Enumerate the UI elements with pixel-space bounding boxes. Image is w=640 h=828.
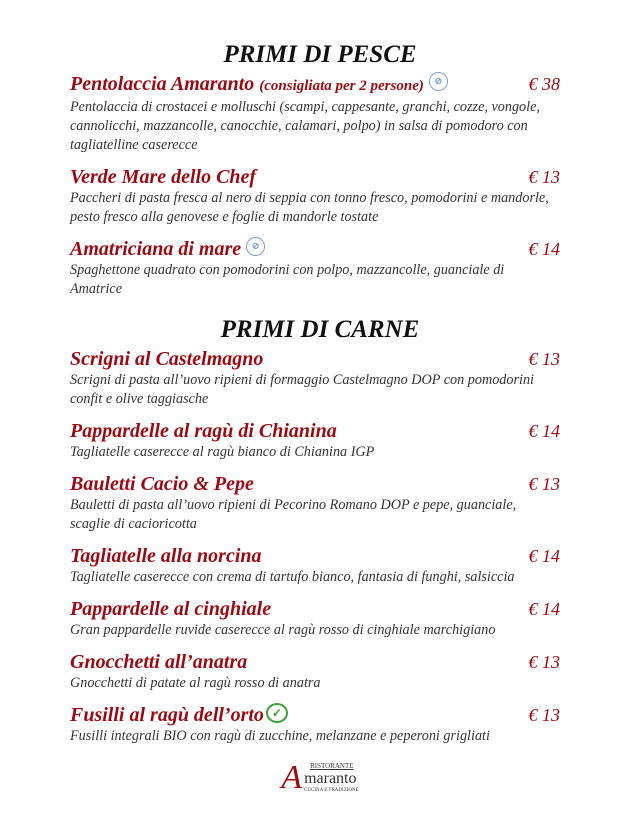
item-name: Verde Mare dello Chef [70,166,257,188]
item-price: € 14 [528,239,560,259]
item-name: Pappardelle al cinghiale [70,598,272,620]
section-title: PRIMI DI PESCE [223,41,417,68]
menu-item [70,597,560,640]
item-price: € 13 [528,474,560,494]
item-description: Fusilli integrali BIO con ragù di zucchine, melanzane e peperoni grigliati [70,728,490,744]
item-description: Bauletti di pasta all’uovo ripieni di Pecorino Romano DOP e pepe, guanciale, scaglie di cacioricotta [70,497,517,532]
item-name: Amatriciana di mare [70,238,242,260]
item-description: Tagliatelle caserecce al ragù bianco di Chianina IGP [70,444,375,460]
logo-main: maranto [304,770,357,787]
menu-item [70,347,560,409]
menu-item [70,703,560,746]
item-price: € 13 [528,652,560,672]
item-description: Gran pappardelle ruvide caserecce al ragù rosso di cinghiale marchigiano [70,622,496,638]
item-description: Tagliatelle caserecce con crema di tartufo bianco, fantasia di funghi, salsiccia [70,569,515,585]
item-price: € 38 [528,74,560,94]
restaurant-logo [0,760,640,796]
item-price: € 14 [528,599,560,619]
item-name: Bauletti Cacio & Pepe [70,473,254,495]
item-price: € 14 [528,421,560,441]
gluten-free-icon: ⊘ [429,72,448,91]
item-description: Paccheri di pasta fresca al nero di seppia con tonno fresco, pomodorini e mandorle, pesto fresco alla genovese e foglie di mandorle tostate [70,190,549,225]
item-description: Spaghettone quadrato con pomodorini con polpo, mazzancolle, guanciale di Amatrice [70,262,505,297]
item-price: € 13 [528,705,560,725]
gluten-free-icon: ⊘ [246,237,265,256]
item-name: Gnocchetti all’anatra [70,651,248,673]
item-description: Pentolaccia di crostacei e molluschi (scampi, cappesante, granchi, cozze, vongole, cannolicchi, mazzancolle, canocchie, calamari, polpo) in salsa di pomodoro con tagliatelline caserecce [70,99,540,153]
item-description: Scrigni di pasta all’uovo ripieni di formaggio Castelmagno DOP con pomodorini confit e olive taggiasche [70,372,534,407]
item-price: € 14 [528,546,560,566]
logo-top: RISTORANTE [310,762,354,770]
item-note: (consigliata per 2 persone) [259,78,424,94]
menu-item [70,419,560,462]
menu-item [70,72,560,155]
item-price: € 13 [528,349,560,369]
item-name: Scrigni al Castelmagno [70,348,264,370]
logo-text [304,762,359,794]
item-name: Fusilli al ragù dell’orto [70,704,264,726]
menu-item [70,165,560,227]
item-name: Tagliatelle alla norcina [70,545,262,567]
item-price: € 13 [528,167,560,187]
menu-item [70,544,560,587]
item-name: Pentolaccia Amaranto [70,73,255,95]
section-title: PRIMI DI CARNE [220,316,420,343]
menu-item [70,472,560,534]
menu-item [70,650,560,693]
logo-initial: A [281,759,303,796]
vegan-icon: ✓ [266,703,288,723]
item-name: Pappardelle al ragù di Chianina [70,420,337,442]
item-description: Gnocchetti di patate al ragù rosso di anatra [70,675,321,691]
logo-bottom: CUCINA E TRADIZIONE [304,788,359,793]
menu-item [70,237,560,299]
